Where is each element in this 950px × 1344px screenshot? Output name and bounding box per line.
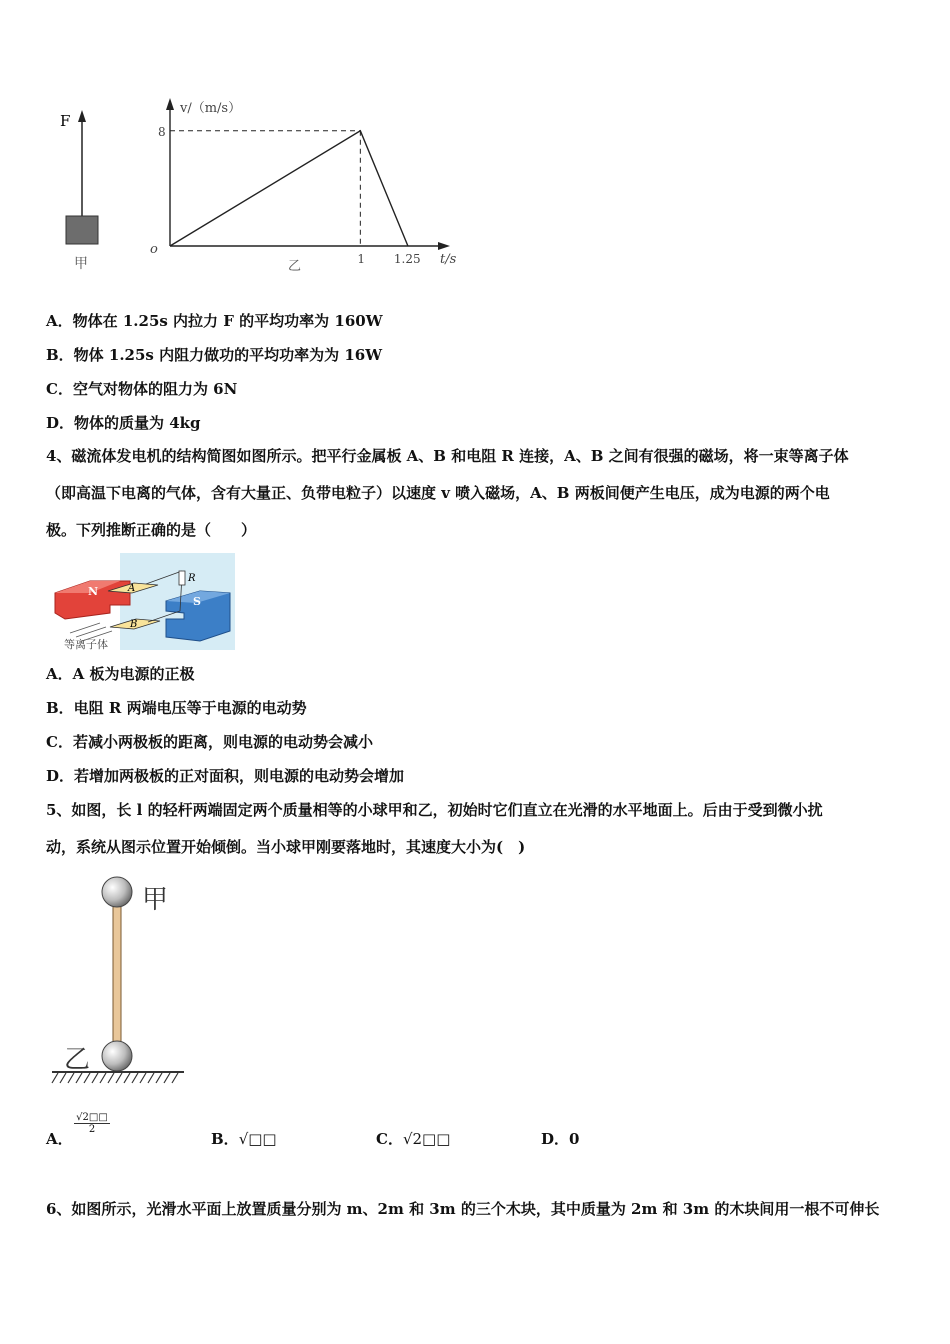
q6-stem: 6、如图所示，光滑水平面上放置质量分别为 m、2m 和 3m 的三个木块，其中质量为 2m 和 3m 的木块间用一根不可伸长 — [46, 1200, 880, 1218]
block — [66, 216, 98, 244]
label-yi: 乙 — [64, 1045, 91, 1075]
x-tick-label: 1 — [357, 252, 365, 266]
mhd-generator-figure — [50, 553, 235, 650]
rod-balls-figure — [50, 872, 190, 1087]
q5-option-d-label: D． — [541, 1130, 570, 1148]
figure-force-block — [50, 100, 110, 275]
label-jia: 甲 — [142, 885, 169, 915]
label-a: A — [128, 583, 136, 594]
q5-option-d — [541, 1128, 579, 1149]
q5-option-a-label: A． — [46, 1130, 73, 1148]
series-line-v — [170, 131, 408, 246]
q3-option-b: B．物体 1.25s 内阻力做功的平均功率为为 16W — [46, 346, 383, 364]
ball-jia — [102, 877, 132, 907]
vt-chart — [140, 90, 480, 280]
q5-option-c-label: C． — [376, 1130, 403, 1148]
q5-option-c — [376, 1128, 450, 1149]
figure-caption-yi: 乙 — [288, 259, 302, 274]
q4-option-c: C．若减小两极板的距离，则电源的电动势会减小 — [46, 733, 373, 751]
label-b: B — [130, 619, 138, 630]
label-r: R — [188, 573, 196, 584]
rod — [113, 902, 121, 1052]
q4-option-d: D．若增加两极板的正对面积，则电源的电动势会增加 — [46, 767, 405, 785]
label-n: N — [88, 585, 99, 598]
label-s: S — [193, 595, 201, 608]
q3-option-d: D．物体的质量为 4kg — [46, 414, 201, 432]
resistor — [179, 571, 185, 585]
x-tick-label: 1.25 — [393, 252, 421, 266]
q4-stem — [46, 438, 908, 549]
force-label: F — [60, 112, 71, 130]
q5-option-b-label: B． — [211, 1130, 239, 1148]
q5-option-a-fraction — [74, 1112, 110, 1135]
y-tick-label: 8 — [158, 124, 166, 139]
q4-stem-line-3: 极。下列推断正确的是（ ） — [46, 521, 257, 539]
q5-option-a-denominator: 2 — [88, 1124, 96, 1135]
q5-stem-line-1: 5、如图，长 l 的轻杆两端固定两个质量相等的小球甲和乙，初始时它们直立在光滑的水平地面上。后由于受到微小扰 — [46, 801, 823, 819]
q5-option-a-numerator: √2□□ — [74, 1112, 110, 1124]
q3-option-a: A．物体在 1.25s 内拉力 F 的平均功率为 160W — [46, 312, 383, 330]
q5-stem-line-2: 动，系统从图示位置开始倾倒。当小球甲刚要落地时，其速度大小为( ) — [46, 838, 526, 856]
figure-caption-jia: 甲 — [74, 256, 88, 272]
q3-option-c: C．空气对物体的阻力为 6N — [46, 380, 238, 398]
q5-option-b — [211, 1128, 277, 1149]
label-plasma: 等离子体 — [64, 638, 108, 650]
ball-yi — [102, 1041, 132, 1071]
q5-option-b-expr: √□□ — [238, 1130, 277, 1148]
q4-stem-line-1: 4、磁流体发电机的结构简图如图所示。把平行金属板 A、B 和电阻 R 连接，A、B 之间有很强的磁场，将一束等离子体 — [46, 447, 849, 465]
q4-stem-line-2: （即高温下电离的气体，含有大量正、负带电粒子）以速度 v 喷入磁场，A、B 两板间便产生电压，成为电源的两个电 — [46, 484, 830, 502]
q5-stem — [46, 792, 908, 866]
q4-option-a: A．A 板为电源的正极 — [46, 665, 195, 683]
q5-option-d-expr: 0 — [569, 1130, 580, 1148]
q4-option-b: B．电阻 R 两端电压等于电源的电动势 — [46, 699, 307, 717]
q5-option-c-expr: √2□□ — [402, 1130, 451, 1148]
x-axis-label: t/s — [440, 252, 457, 267]
origin-label: o — [150, 242, 158, 257]
q5-option-a — [46, 1112, 108, 1149]
y-axis-label: v/（m/s） — [180, 101, 242, 116]
